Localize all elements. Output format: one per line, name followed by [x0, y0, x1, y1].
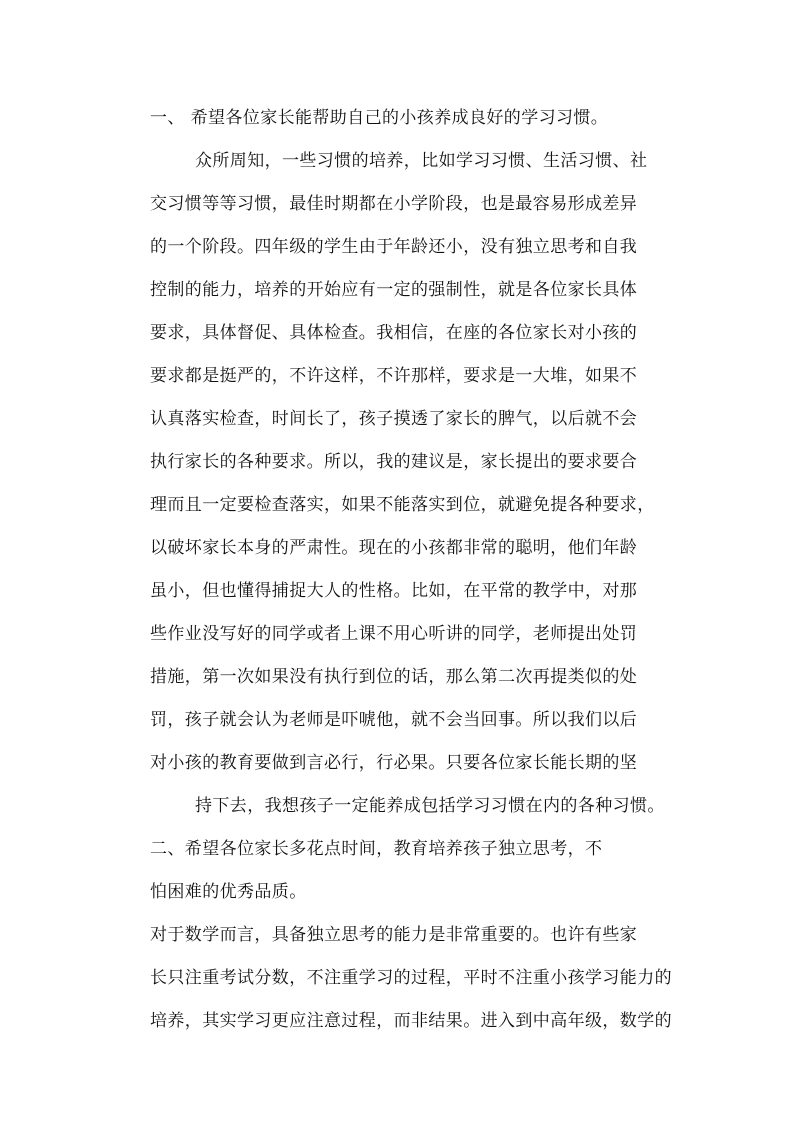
paragraph-line: 措施，第一次如果没有执行到位的话，那么第二次再提类似的处: [150, 667, 638, 687]
paragraph-line: 理而且一定要检查落实，如果不能落实到位，就避免提各种要求，: [150, 495, 655, 515]
paragraph-line: 交习惯等等习惯，最佳时期都在小学阶段，也是最容易形成差异: [150, 194, 638, 214]
paragraph-line: 控制的能力，培养的开始应有一定的强制性，就是各位家长具体: [150, 280, 638, 300]
paragraph-line: 培养，其实学习更应注意过程，而非结果。进入到中高年级，数学的: [150, 1011, 672, 1031]
paragraph-line: 认真落实检查，时间长了，孩子摸透了家长的脾气，以后就不会: [150, 409, 638, 429]
paragraph-line: 持下去，我想孩子一定能养成包括学习习惯在内的各种习惯。: [195, 796, 665, 816]
paragraph-line: 长只注重考试分数，不注重学习的过程，平时不注重小孩学习能力的: [150, 968, 672, 988]
section-heading-2: 二、希望各位家长多花点时间，教育培养孩子独立思考，不: [150, 839, 603, 859]
paragraph-line: 以破坏家长本身的严肃性。现在的小孩都非常的聪明，他们年龄: [150, 538, 638, 558]
paragraph-line: 罚，孩子就会认为老师是吓唬他，就不会当回事。所以我们以后: [150, 710, 638, 730]
paragraph-line: 虽小，但也懂得捕捉大人的性格。比如，在平常的教学中，对那: [150, 581, 638, 601]
paragraph-line: 执行家长的各种要求。所以，我的建议是，家长提出的要求要合: [150, 452, 638, 472]
paragraph-line: 的一个阶段。四年级的学生由于年龄还小，没有独立思考和自我: [150, 237, 638, 257]
paragraph-line: 要求都是挺严的，不许这样，不许那样，要求是一大堆，如果不: [150, 366, 638, 386]
paragraph-line: 对小孩的教育要做到言必行，行必果。只要各位家长能长期的坚: [150, 753, 638, 773]
paragraph-line: 众所周知，一些习惯的培养，比如学习习惯、生活习惯、社: [195, 151, 648, 171]
paragraph-line: 对于数学而言，具备独立思考的能力是非常重要的。也许有些家: [150, 925, 638, 945]
section-heading-2-continued: 怕困难的优秀品质。: [150, 882, 307, 902]
paragraph-line: 要求，具体督促、具体检查。我相信，在座的各位家长对小孩的: [150, 323, 638, 343]
section-heading-1: 一、 希望各位家长能帮助自己的小孩养成良好的学习习惯。: [150, 108, 609, 128]
paragraph-line: 些作业没写好的同学或者上课不用心听讲的同学，老师提出处罚: [150, 624, 638, 644]
